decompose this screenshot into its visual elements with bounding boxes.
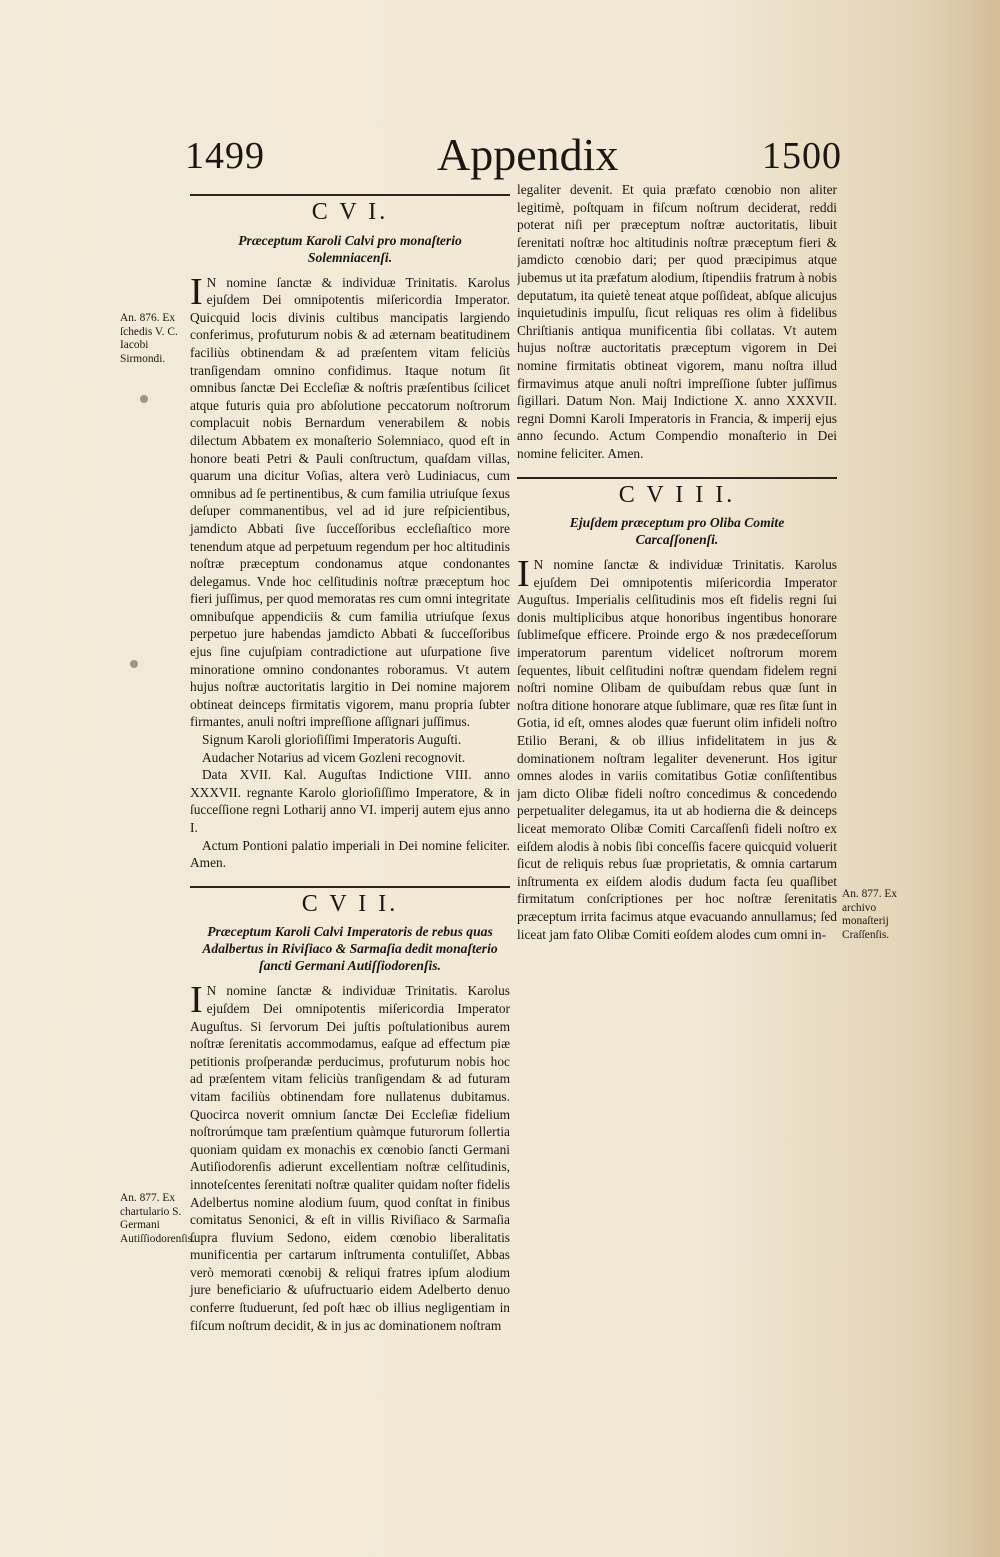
section-number-cvi: C V I. bbox=[311, 199, 389, 225]
paragraph: N nomine ſanctæ & individuæ Trinitatis. Karolus ejuſdem Dei omnipotentis miſericordia Imperator Auguſtus. Imperialis celſitudinis mos eſt fidelis regni ſui donis multiplicibus atque honoribus ingentibus honorare ſublimeſque efficere. Proinde ergo & nos prædeceſſorum imperatorum parentum videlicet noſtrorum morem ſequentes, libuit celſitudini noſtræ quendam fidelem regni noſtri nomine Olibam de quibuſdam rebus quæ ſunt in noſtra ditione honorare atque ſublimare, quæ res ſitæ ſunt in Gotia, id eſt, omnes alodes quæ fuerunt olim infideli noſtro Etilio Berani, & ob illius infidelitatem in jus & dominationem noſtram legaliter devenerunt. Hos igitur omnes alodes in variis comitatibus Gotiæ conſiſtentibus jam dicto Olibæ fideli noſtro concedimus & concedendo perpetualiter delegamus, ita ut ab hodierna die & deinceps liceat memorato Olibæ Comiti Carcaſſenſi fideli noſtro ex eiſdem alodis à nobis ſibi conceſſis facere quicquid voluerit ſicut de reliquis rebus ſuæ proprietatis, & omnia cartarum inſtrumenta ex eiſdem alodis dudum facta ſeu quaſlibet firmitatum conſcriptiones per hoc noſtræ ſerenitatis præceptum irrita facimus atque evacuando annullamus; ſed liceat jam fato Olibæ Comiti eoſdem alodes cum omni in- bbox=[517, 557, 837, 942]
right-column bbox=[517, 181, 837, 1341]
speck-mark bbox=[140, 395, 148, 403]
signature-line: Signum Karoli glorioſiſſimi Imperatoris Auguſti. bbox=[202, 732, 462, 748]
section-title-cviii: Ejuſdem præceptum pro Oliba Comite Carcaſſonenſi. bbox=[569, 515, 785, 548]
page-number-left: 1499 bbox=[185, 135, 265, 177]
paragraph: N nomine ſanctæ & individuæ Trinitatis. Karolus ejuſdem Dei omnipotentis miſericordia Imperator. Quicquid locis divinis cultibus mancipatis largiendo conferimus, profuturum nobis & ad æternam beatitudinem faciliùs obtinendam & ad præſentem vitam feliciùs tranſigendam omnino confidimus. Itaque notum ſit omnibus ſanctæ Dei Eccleſiæ & noſtris præſentibus ſcilicet atque futuris quia pro abſolutione peccatorum noſtrorum complacuit nobis Bernardum venerabilem & nobis dilectum Abbatem ex monaſterio Solemniaco, quod eſt in honore beati Petri & Pauli conſtructum, quaſdam villas, quarum una dicitur Voſias, altera verò Ludiniacus, cum omnibus ad ſe pertinentibus, & cum familia utriuſque ſexus deſuper commanentibus, vel ad id jure reſpicientibus, jamdicto Abbati ſive ſucceſſoribus eccleſiaſtico more tenendum atque ad perpetuum regendum per hoc altitudinis noſtræ præceptum condonamus atque condonantes delegamus. Vnde hoc celſitudinis noſtræ præceptum hoc fieri juſſimus, per quod memoratas res cum omni integritate omnibuſque appendiciis & cum familia utriuſque ſexus perpetuo jure habendas jamdicto Abbati & ſucceſſoribus ejus ſine cujuſpiam contradictione aut uſurpatione ſive minoratione omnino condonantes roboramus. Vt autem hujus noſtræ auctoritatis largitio in Dei nomine majorem obtineat deinceps firmitatis vigorem, manu propria ſubter firmantes, anuli noſtri impreſſione aſſignari juſſimus. bbox=[190, 274, 510, 730]
page-number-right: 1500 bbox=[762, 135, 842, 177]
section-title-cvii: Præceptum Karoli Calvi Imperatoris de rebus quas Adalbertus in Riviſiaco & Sarmaſia dedit monaſterio ſancti Germani Autiſſiodorenſis. bbox=[202, 924, 498, 974]
dropcap: I bbox=[517, 553, 530, 596]
paragraph: N nomine ſanctæ & individuæ Trinitatis. Karolus ejuſdem Dei omnipotentis miſericordia Imperator Auguſtus. Si ſervorum Dei juſtis poſtulationibus aurem noſtræ ſerenitatis accommodamus, eaſque ad effectum piæ petitionis proſperandæ perducimus, profuturum nobis hoc ad præſentem vitam feliciùs tranſigendam & ad futuram vitam faciliùs obtinendam fore nullatenus dubitamus. Quocirca noverit omnium ſanctæ Dei Eccleſiæ fidelium noſtrorúmque tam præſentium quàmque futurorum ſollertia quoniam quidam ex monachis ex cœnobio ſancti Germani Autiſiodorenſis adierunt excellentiam noſtræ celſitudinis, innoteſcentes ſerenitati noſtræ qualiter quidam noſter fidelis Adelbertus nomine alodium ſuum, quod conſtat in finibus comitatus Senonici, & eſt in villis Riviſiaco & Sarmaſia ſupra fluvium Sedono, eidem cœnobio liberalitatis munificentia per cartarum inſtrumenta contuliſſet, Abbas verò memorati cœnobij & reliqui fratres ipſum alodium jure beneficiario & uſufructuario eidem Adelberto denuo conferre ſtuduerunt, ſed poſt hæc ob illius negligentiam in fiſcum noſtrum decidit, & in jus ac dominationem noſtram bbox=[190, 983, 510, 1333]
section-number-cviii: C V I I I. bbox=[618, 481, 736, 508]
section-rule bbox=[190, 886, 510, 888]
section-rule bbox=[190, 194, 510, 196]
dropcap: I bbox=[190, 979, 203, 1022]
speck-mark bbox=[130, 660, 138, 668]
section-title-cvi: Præceptum Karoli Calvi pro monaſterio Solemniacenſi. bbox=[238, 232, 462, 265]
margin-note-cviii: An. 877. Ex archivo monaſterij Craſſenſis. bbox=[842, 888, 898, 941]
dropcap: I bbox=[190, 270, 203, 313]
date-line: Data XVII. Kal. Auguſtas Indictione VIII. anno XXXVII. regnante Karolo glorioſiſſimo Imperatore, & in ſucceſſione regni Lotharij anno VI. imperij autem ejus anno I. bbox=[190, 767, 510, 835]
section-rule bbox=[517, 477, 837, 479]
running-title: Appendix bbox=[437, 129, 619, 180]
section-number-cvii: C V I I. bbox=[301, 890, 399, 917]
running-header bbox=[0, 128, 1000, 188]
notary-line: Audacher Notarius ad vicem Gozleni recognovit. bbox=[202, 749, 466, 765]
left-column bbox=[190, 190, 510, 1334]
actum-line: Actum Pontioni palatio imperiali in Dei nomine feliciter. Amen. bbox=[190, 837, 510, 871]
paragraph-continued: legaliter devenit. Et quia præfato cœnobio non aliter legitimè, poſtquam in fiſcum noſtrum deciderat, reddi poterat niſi per præceptum noſtræ auctoritatis, libuit ſerenitati noſtræ hoc altitudinis noſtræ præceptum fieri & jamdicto cœnobio dari; per quod præcipimus atque jubemus ut ita præfatum alodium, ſtipendiis fratrum à nobis deputatum, ita quietè teneat atque poſſideat, abſque alicujus inquietudinis impulſu, ſicut reliquas res olim à fidelibus Chriſtianis antiqua munificentia ſibi collatas. Vt autem hujus noſtræ auctoritatis præceptum vigorem in Dei nomine firmitatis obtineat vigorem, manu noſtra illud firmavimus atque anuli noſtri impreſſione ſubter juſſimus ſigillari. Datum Non. Maij Indictione X. anno XXXVII. regni Domni Karoli Imperatoris in Francia, & imperij ejus anno ſecundo. Actum Compendio monaſterio in Dei nomine feliciter. Amen. bbox=[517, 182, 837, 461]
margin-note-cvii: An. 877. Ex chartulario S. Germani Autiſſiodorenſis. bbox=[120, 1192, 195, 1245]
margin-note-cvi: An. 876. Ex ſchedis V. C. Iacobi Sirmondi. bbox=[120, 312, 178, 365]
section-text-cvii bbox=[190, 979, 510, 1334]
section-text-cvi bbox=[190, 270, 510, 731]
section-text-cviii bbox=[517, 553, 837, 943]
continuation-text bbox=[517, 181, 837, 943]
